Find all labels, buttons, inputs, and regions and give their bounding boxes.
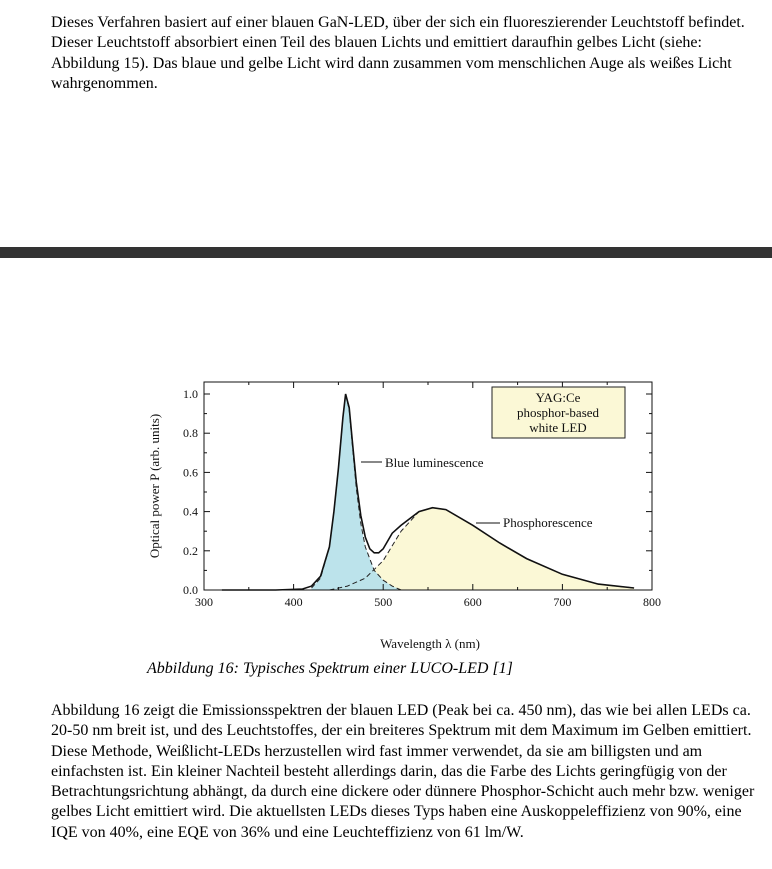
y-tick-label: 0.4 [183, 504, 198, 519]
legend-box [492, 387, 625, 438]
explanation-paragraph: Abbildung 16 zeigt die Emissionsspektren der blauen LED (Peak bei ca. 450 nm), das wie bei allen LEDs ca. 20-50 nm breit ist, und des Leuchtstoffes, der ein breiteres Spektrum mit dem Maximum im Gelben emittiert. Diese Methode, Weißlicht-LEDs herzustellen wird fast immer verwendet, da sie am billigsten und am einfachsten ist. Ein kleiner Nachteil besteht allerdings darin, das die Farbe des Lichts geringfügig von der Betrachtungsrichtung abhängt, da durch eine dickere oder dünnere Phosphor-Schicht auch mehr bzw. weniger gelbes Licht emittiert wird. Die aktuellsten LEDs dieses Typs haben eine Auskoppeleffizienz von 90%, eine IQE von 40%, eine EQE von 36% und eine Leuchteffizienz von 61 lm/W. [51, 702, 755, 841]
y-tick-label: 0.0 [183, 583, 198, 597]
x-tick-label: 800 [643, 595, 661, 609]
spectrum-figure [140, 372, 680, 657]
intro-paragraph: Dieses Verfahren basiert auf einer blauen GaN-LED, über der sich ein fluoreszierender Leuchtstoff befindet. Dieser Leuchtstoff absorbiert einen Teil des blauen Lichts und emittiert daraufhin gelbes Licht (siehe: Abbildung 15). Das blaue und gelbe Licht wird dann zusammen vom menschlichen Auge als weißes Licht wahrgenommen. [51, 14, 745, 92]
y-tick-label: 0.8 [183, 426, 198, 441]
y-axis-label: Optical power P (arb. units) [147, 413, 162, 559]
x-tick-label: 300 [195, 595, 213, 609]
page-divider [0, 247, 772, 258]
x-axis-label: Wavelength λ (nm) [380, 636, 480, 651]
x-tick-label: 500 [374, 595, 393, 609]
y-tick-label: 1.0 [183, 387, 198, 401]
legend-line-3: white LED [529, 420, 587, 435]
legend-line-1: YAG:Ce [535, 390, 581, 405]
figure-caption: Abbildung 16: Typisches Spektrum einer LUCO-LED [1] [147, 660, 513, 677]
phosphor-annotation: Phosphorescence [503, 515, 593, 530]
y-tick-label: 0.6 [183, 465, 198, 480]
spectrum-chart [140, 372, 680, 657]
x-tick-label: 400 [284, 595, 303, 609]
x-tick-label: 700 [553, 595, 572, 609]
legend-line-2: phosphor-based [516, 405, 600, 420]
x-tick-label: 600 [463, 595, 482, 609]
blue-annotation: Blue luminescence [385, 455, 484, 470]
y-tick-label: 0.2 [183, 543, 198, 558]
